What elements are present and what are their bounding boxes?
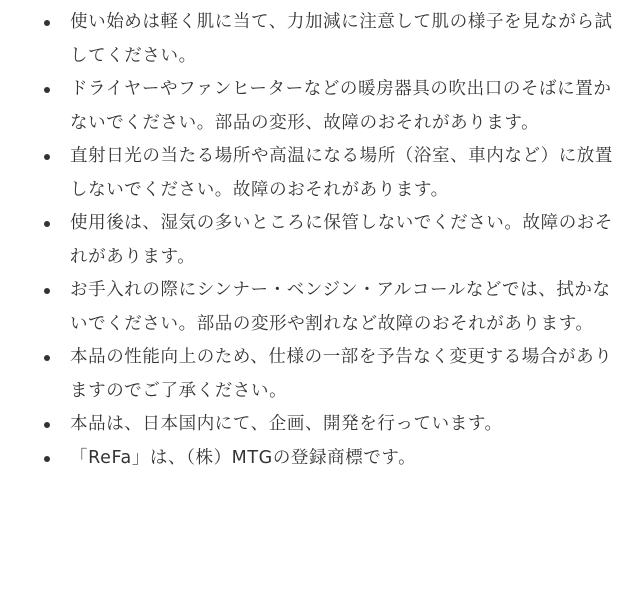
note-text: ドライヤーやファンヒーターなどの暖房器具の吹出口のそばに置かないでください。部品の変形、故障のおそれがあります。 xyxy=(70,79,612,133)
bullet-icon xyxy=(44,355,50,361)
note-text: 直射日光の当たる場所や高温になる場所（浴室、車内など）に放置しないでください。故障のおそれがあります。 xyxy=(70,146,613,200)
note-item-2 xyxy=(0,73,640,140)
note-text: 「ReFa」は、（株）MTGの登録商標です。 xyxy=(70,447,417,468)
note-text: 本品の性能向上のため、仕様の一部を予告なく変更する場合がありますのでご了承ください。 xyxy=(70,347,613,401)
note-text: お手入れの際にシンナー・ベンジン・アルコールなどでは、拭かないでください。部品の変形や割れなど故障のおそれがあります。 xyxy=(70,280,611,334)
note-text: 使い始めは軽く肌に当て、力加減に注意して肌の様子を見ながら試してください。 xyxy=(70,12,613,66)
note-item-1 xyxy=(0,6,640,73)
bullet-icon xyxy=(44,456,50,462)
note-item-6 xyxy=(0,341,640,408)
note-item-3 xyxy=(0,140,640,207)
note-text: 使用後は、湿気の多いところに保管しないでください。故障のおそれがあります。 xyxy=(70,213,613,267)
note-item-8 xyxy=(0,442,640,476)
bullet-icon xyxy=(44,154,50,160)
bullet-icon xyxy=(44,288,50,294)
bullet-icon xyxy=(44,422,50,428)
bullet-icon xyxy=(44,221,50,227)
bullet-icon xyxy=(44,20,50,26)
bullet-icon xyxy=(44,87,50,93)
note-item-7 xyxy=(0,408,640,442)
note-text: 本品は、日本国内にて、企画、開発を行っています。 xyxy=(70,414,503,434)
note-item-4 xyxy=(0,207,640,274)
note-item-5 xyxy=(0,274,640,341)
